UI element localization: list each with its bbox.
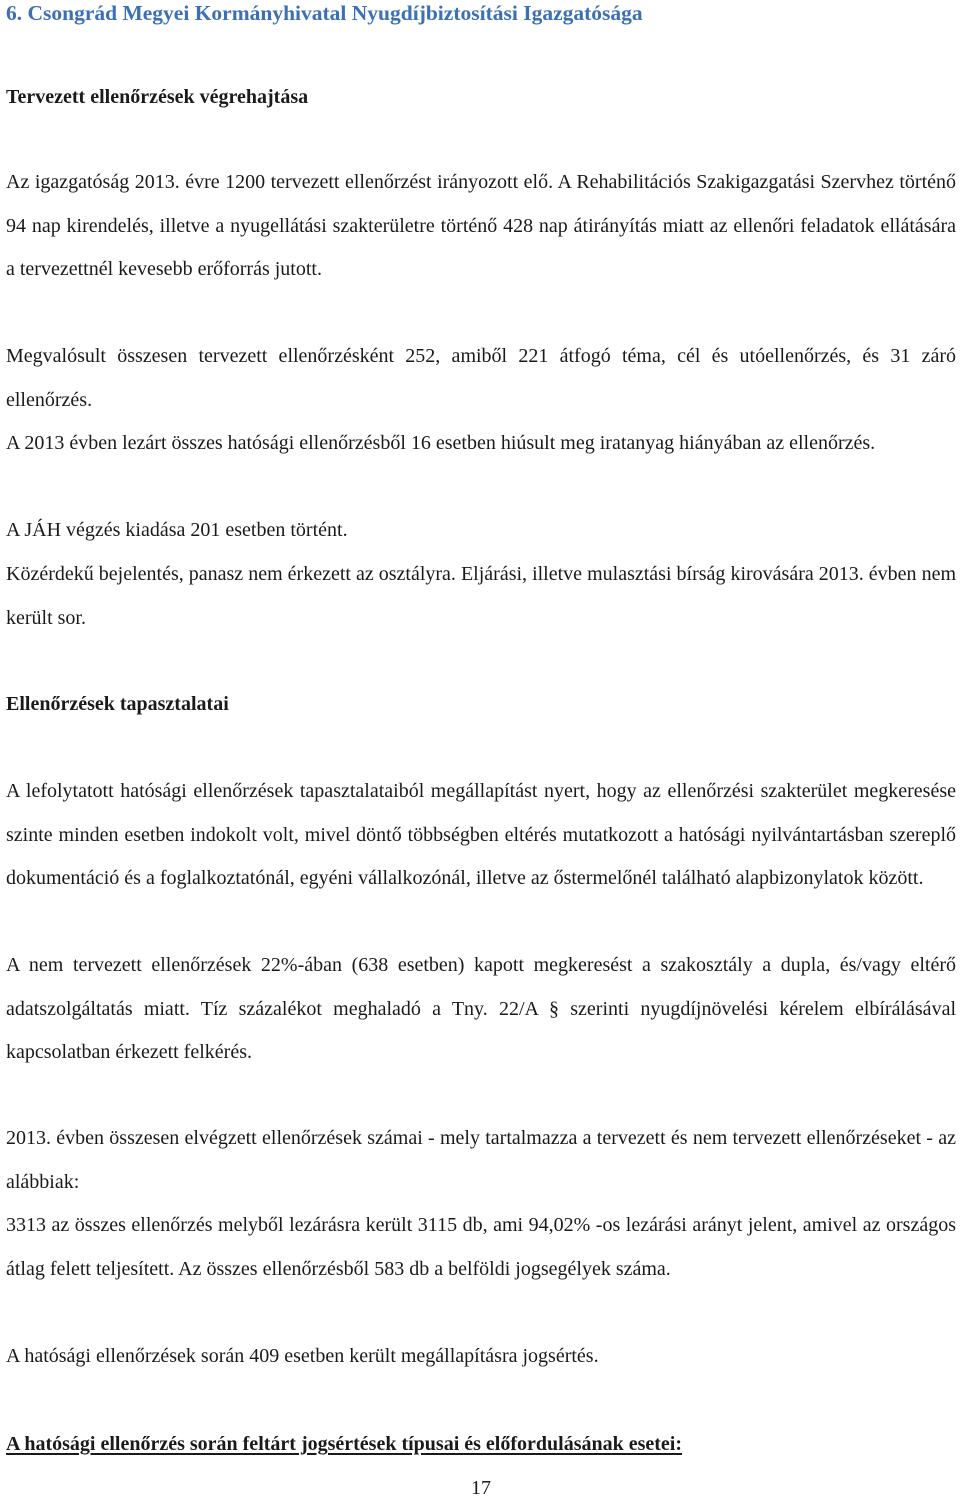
paragraph-realized-inspections: Megvalósult összesen tervezett ellenőrzésként 252, amiből 221 átfogó téma, cél és utóellenőrzés, és 31 záró ellenőrzés. (6, 345, 956, 411)
paragraph-inspection-totals: 3313 az összes ellenőrzés melyből lezárásra került 3115 db, ami 94,02% -os lezárási arányt jelent, amivel az országos átlag felett teljesített. Az összes ellenőrzésből 583 db a belföldi jogsegélyek száma. (6, 1214, 956, 1280)
chapter-heading: 6. Csongrád Megyei Kormányhivatal Nyugdíjbiztosítási Igazgatósága (6, 1, 643, 25)
section-title-experiences: Ellenőrzések tapasztalatai (6, 693, 229, 715)
paragraph-planned-inspections: Az igazgatóság 2013. évre 1200 tervezett ellenőrzést irányozott elő. A Rehabilitációs Szakigazgatási Szervhez történő 94 nap kirendelés, illetve a nyugellátási szakterületre történő 428 nap átirányítás miatt az ellenőri feladatok ellátására a tervezettnél kevesebb erőforrás jutott. (6, 171, 956, 280)
paragraph-inspection-totals-intro: 2013. évben összesen elvégzett ellenőrzések számai - mely tartalmazza a tervezett és nem tervezett ellenőrzéseket - az alábbiak: (6, 1127, 956, 1193)
page-number: 17 (471, 1477, 491, 1499)
section-title-planned-inspections: Tervezett ellenőrzések végrehajtása (6, 86, 309, 108)
section-title-violation-types: A hatósági ellenőrzés során feltárt jogsértések típusai és előfordulásának esetei: (6, 1433, 683, 1455)
paragraph-experiences: A lefolytatott hatósági ellenőrzések tapasztalataiból megállapítást nyert, hogy az ellenőrzési szakterület megkeresése szinte minden esetben indokolt volt, mivel döntő többségben eltérés mutatkozott a hatósági nyilvántartásban szereplő dokumentáció és a foglalkoztatónál, egyéni vállalkozónál, illetve az őstermelőnél található alapbizonylatok között. (6, 780, 956, 889)
paragraph-complaints: Közérdekű bejelentés, panasz nem érkezett az osztályra. Eljárási, illetve mulasztási bírság kirovására 2013. évben nem került sor. (6, 563, 956, 629)
paragraph-failed-inspections: A 2013 évben lezárt összes hatósági ellenőrzésből 16 esetben hiúsult meg iratanyag hiányában az ellenőrzés. (6, 432, 876, 454)
paragraph-violations-found: A hatósági ellenőrzések során 409 esetben került megállapításra jogsértés. (6, 1345, 599, 1367)
paragraph-jah-decisions: A JÁH végzés kiadása 201 esetben történt. (6, 519, 348, 541)
paragraph-unplanned-inspections: A nem tervezett ellenőrzések 22%-ában (638 esetben) kapott megkeresést a szakosztály a dupla, és/vagy eltérő adatszolgáltatás miatt. Tíz százalékot meghaladó a Tny. 22/A § szerinti nyugdíjnövelési kérelem elbírálásával kapcsolatban érkezett felkérés. (6, 954, 956, 1063)
